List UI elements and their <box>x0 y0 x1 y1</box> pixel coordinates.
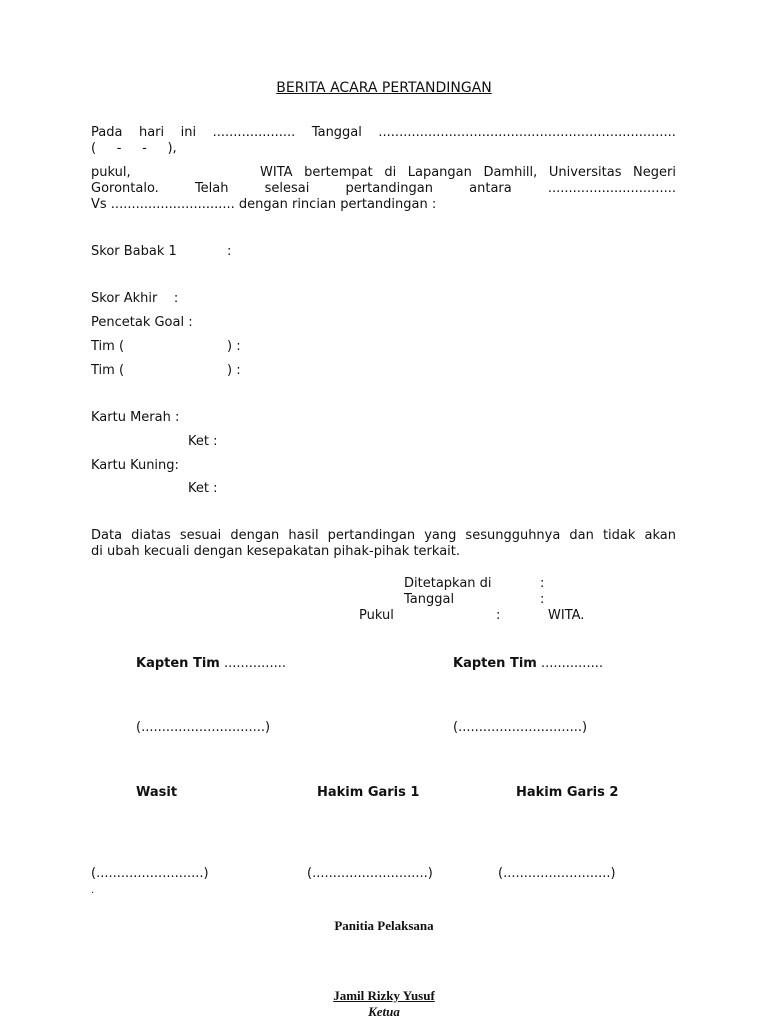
intro-line-3 <box>260 165 676 181</box>
ditetapkan-colon: : <box>540 576 545 591</box>
pukul-colon: : <box>496 608 501 623</box>
statement-word: tidak <box>602 528 636 543</box>
kapten-left-signature-line: (..............................) <box>136 720 271 735</box>
kapten-right-dots: ............... <box>540 656 603 671</box>
intro-word: Tanggal <box>311 125 362 140</box>
intro-word: .................... <box>212 125 296 140</box>
intro-word: Universitas <box>548 165 622 180</box>
intro-word: di <box>384 165 397 180</box>
statement-word: sesungguhnya <box>465 528 561 543</box>
tanggal-label: Tanggal <box>404 592 455 607</box>
kartu-merah-label: Kartu Merah : <box>91 410 180 425</box>
committee-role: Ketua <box>368 1004 400 1019</box>
intro-word: bertempat <box>304 165 373 180</box>
intro-word: pertandingan <box>345 181 433 196</box>
intro-word: Negeri <box>633 165 676 180</box>
ditetapkan-label: Ditetapkan di <box>404 576 492 591</box>
intro-word: Lapangan <box>407 165 472 180</box>
kartu-merah-ket: Ket : <box>188 434 218 449</box>
hakim-2-signature-line: (..........................) <box>498 866 616 881</box>
tim-2-close: ) : <box>227 363 241 378</box>
intro-word: Telah <box>194 181 229 196</box>
pukul-unit: WITA. <box>548 608 585 623</box>
statement-word: dengan <box>230 528 280 543</box>
tim-1-close: ) : <box>227 339 241 354</box>
statement-line-1 <box>91 528 676 544</box>
kartu-kuning-ket: Ket : <box>188 481 218 496</box>
intro-word: ........................................................................ <box>378 125 676 140</box>
intro-line-5: Vs .............................. dengan rincian pertandingan : <box>91 197 437 212</box>
intro-word: ini <box>180 125 197 140</box>
stray-dot: . <box>91 885 95 896</box>
statement-word: sesuai <box>179 528 222 543</box>
kapten-left <box>136 656 286 672</box>
skor-babak-1-colon: : <box>227 244 232 259</box>
statement-word: hasil <box>288 528 319 543</box>
pukul-label: Pukul <box>359 608 394 623</box>
hakim-garis-2-label: Hakim Garis 2 <box>516 785 619 800</box>
kartu-kuning-label: Kartu Kuning: <box>91 458 179 473</box>
intro-word: antara <box>469 181 512 196</box>
statement-word: akan <box>644 528 676 543</box>
intro-line-1 <box>91 125 676 141</box>
committee-name: Jamil Rizky Yusuf <box>333 988 435 1003</box>
intro-word: Gorontalo. <box>91 181 159 196</box>
statement-word: diatas <box>131 528 171 543</box>
statement-word: Data <box>91 528 123 543</box>
tanggal-colon: : <box>540 592 545 607</box>
document-title: BERITA ACARA PERTANDINGAN <box>276 80 492 96</box>
statement-word: pertandingan <box>327 528 416 543</box>
kapten-right-label: Kapten Tim <box>453 656 537 671</box>
intro-word: hari <box>138 125 165 140</box>
intro-line-3-left: pukul, <box>91 165 131 180</box>
kapten-left-label: Kapten Tim <box>136 656 220 671</box>
intro-word: WITA <box>260 165 293 180</box>
kapten-right-signature-line: (..............................) <box>453 720 588 735</box>
statement-line-2: di ubah kecuali dengan kesepakatan pihak-pihak terkait. <box>91 544 460 559</box>
kapten-left-dots: ............... <box>223 656 286 671</box>
hakim-1-signature-line: (............................) <box>307 866 433 881</box>
hakim-garis-1-label: Hakim Garis 1 <box>317 785 420 800</box>
kapten-right <box>453 656 603 672</box>
statement-word: dan <box>569 528 594 543</box>
intro-line-2: ( - - ), <box>91 141 177 156</box>
intro-line-4 <box>91 181 676 197</box>
tim-1-open: Tim ( <box>91 339 125 354</box>
tim-2-open: Tim ( <box>91 363 125 378</box>
intro-word: Damhill, <box>483 165 538 180</box>
intro-word: selesai <box>264 181 310 196</box>
skor-akhir-label: Skor Akhir : <box>91 291 179 306</box>
pencetak-goal-label: Pencetak Goal : <box>91 315 193 330</box>
panitia-label: Panitia Pelaksana <box>334 918 434 933</box>
wasit-signature-line: (..........................) <box>91 866 209 881</box>
statement-word: yang <box>424 528 457 543</box>
intro-word: Pada <box>91 125 123 140</box>
wasit-label: Wasit <box>136 785 178 800</box>
skor-babak-1-label: Skor Babak 1 <box>91 244 177 259</box>
intro-word: ............................... <box>547 181 676 196</box>
